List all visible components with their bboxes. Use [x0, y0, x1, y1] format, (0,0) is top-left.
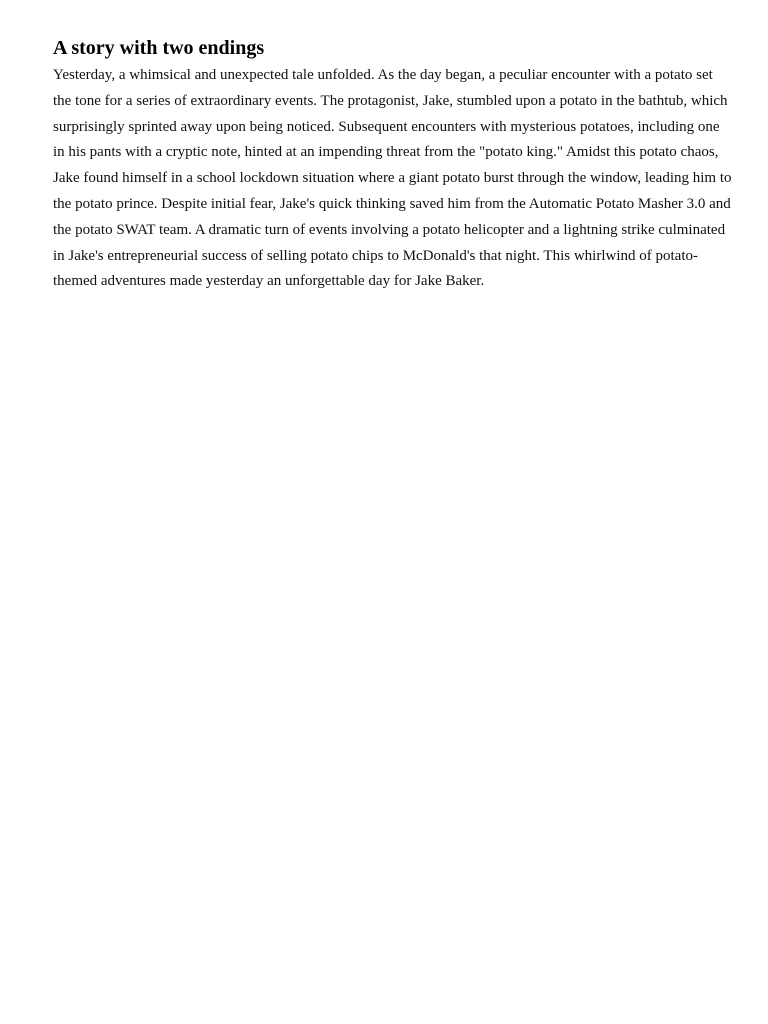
- story-paragraph: Yesterday, a whimsical and unexpected tale unfolded. As the day began, a peculiar encounter with a potato set the tone for a series of extraordinary events. The protagonist, Jake, stumbled upon a potato in the bathtub, which surprisingly sprinted away upon being noticed. Subsequent encounters with mysterious potatoes, including one in his pants with a cryptic note, hinted at an impending threat from the "potato king." Amidst this potato chaos, Jake found himself in a school lockdown situation where a giant potato burst through the window, leading him to the potato prince. Despite initial fear, Jake's quick thinking saved him from the Automatic Potato Masher 3.0 and the potato SWAT team. A dramatic turn of events involving a potato helicopter and a lightning strike culminated in Jake's entrepreneurial success of selling potato chips to McDonald's that night. This whirlwind of potato-themed adventures made yesterday an unforgettable day for Jake Baker.: [53, 67, 732, 290]
- document-title: A story with two endings: [53, 37, 265, 59]
- document-page: [53, 36, 733, 295]
